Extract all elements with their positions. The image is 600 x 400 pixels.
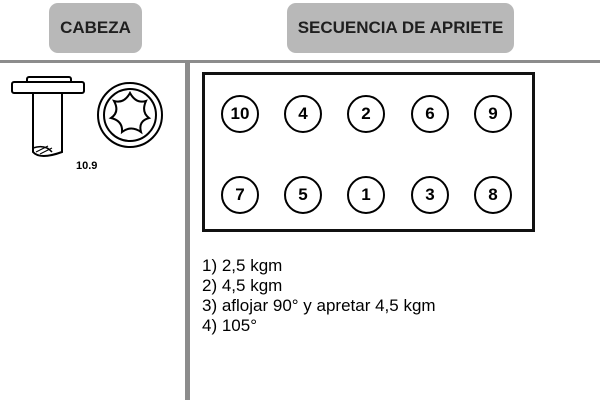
bolt-side-icon [12,77,84,156]
torx-head-icon [98,83,162,147]
bolt-position-1: 1 [347,176,385,214]
secuencia-header: SECUENCIA DE APRIETE [287,3,514,53]
bolt-position-6: 6 [411,95,449,133]
torque-steps-list [202,256,436,336]
cabeza-header: CABEZA [49,3,142,53]
bolt-illustration [0,60,180,170]
bolt-position-5: 5 [284,176,322,214]
bolt-position-2: 2 [347,95,385,133]
bolt-position-3: 3 [411,176,449,214]
vertical-divider [185,63,190,400]
bolt-position-9: 9 [474,95,512,133]
bolt-position-8: 8 [474,176,512,214]
bolt-position-7: 7 [221,176,259,214]
bolt-position-10: 10 [221,95,259,133]
bolt-position-4: 4 [284,95,322,133]
torque-step-4: 4) 105° [202,316,258,335]
torque-step-3: 3) aflojar 90° y apretar 4,5 kgm [202,296,436,315]
torque-step-1: 1) 2,5 kgm [202,256,283,275]
bolt-grade-label: 10.9 [76,160,98,172]
torque-step-2: 2) 4,5 kgm [202,276,283,295]
